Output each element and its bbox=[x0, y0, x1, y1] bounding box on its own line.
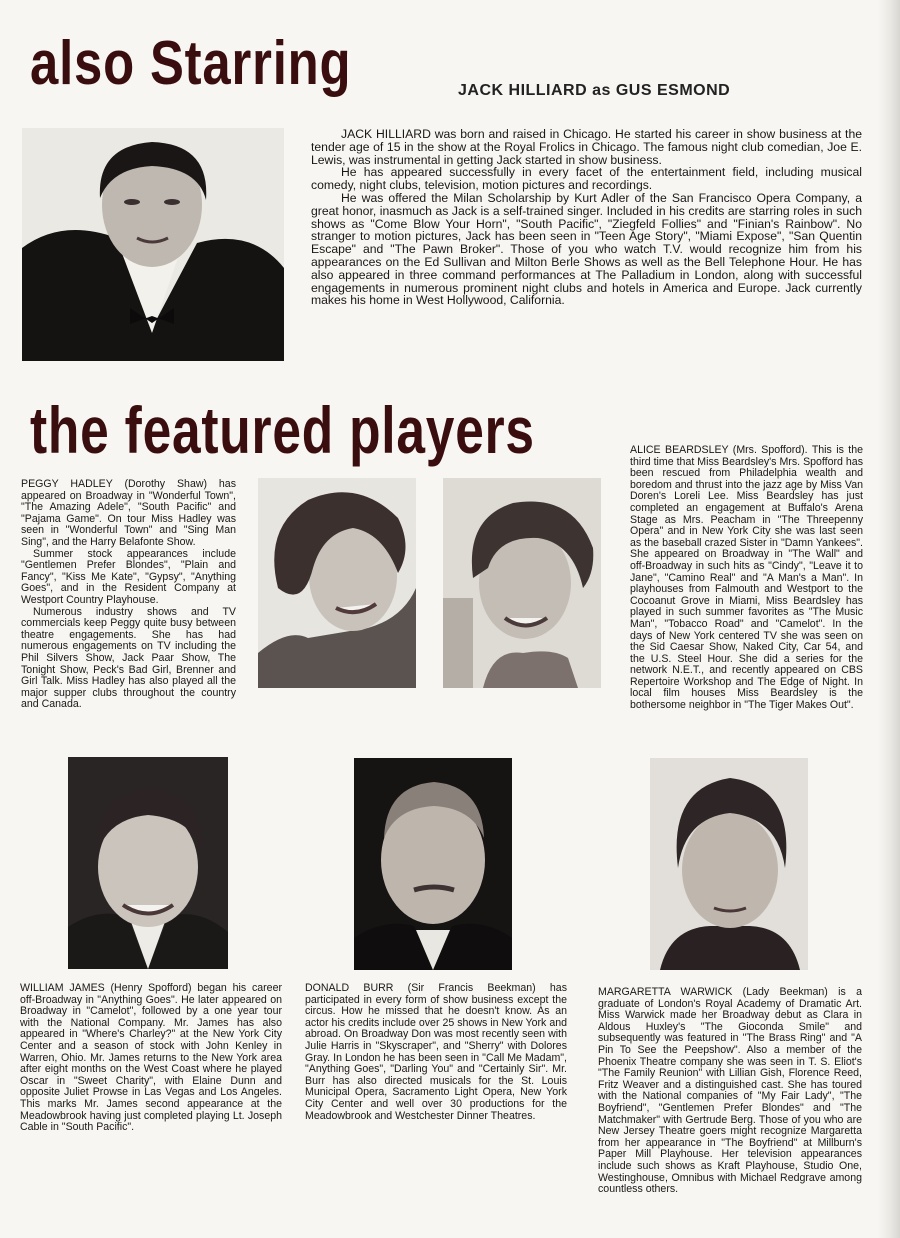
bio-paragraph: WILLIAM JAMES (Henry Spofford) began his career off-Broadway in "Anything Goes". He later appeared on Broadway in "Camelot", followed by a one year tour with the National Company. Mr. James has also appeared in "Where's Charley?" at the New York City Center and a season of stock with John Kenley in Warren, Ohio. Mr. James returns to the New York area after eight months on the West Coast where he played Oscar in "Sweet Charity", with Elaine Dunn and opposite Juliet Prowse in Las Vegas and Los Angeles. This marks Mr. James second appearance at the Meadowbrook having just completed playing Lt. Joseph Cable in "South Pacific". bbox=[20, 982, 282, 1134]
portrait-jack-hilliard bbox=[22, 128, 284, 361]
bio-jack-hilliard bbox=[311, 128, 862, 307]
bio-paragraph: JACK HILLIARD was born and raised in Chicago. He started his career in show business at the tender age of 15 in the show at the Royal Frolics in Chicago. The famous night club comedian, Joe E. Lewis, was instrumental in getting Jack started in show business. bbox=[311, 127, 862, 167]
bio-paragraph: MARGARETTA WARWICK (Lady Beekman) is a graduate of London's Royal Academy of Dramatic Art. Miss Warwick made her Broadway debut as Clara in Aldous Huxley's "The Gioconda Smile" and subsequently was featured in "The Brass Ring" and "A Pin To See the Peepshow". Also a member of the Phoenix Theatre company she was seen in T. S. Eliot's "The Family Reunion" with Lillian Gish, Florence Reed, Fritz Weaver and a distinguished cast. She has toured with the National companies of "My Fair Lady", "The Boyfriend", "Gentlemen Prefer Blondes" and "The Matchmaker" with Gertrude Berg. Those of you who are New Jersey Theatre goers might recognize Margaretta from her appearance in "The Boyfriend" at Millburn's Paper Mill Playhouse. Her television appearances include such shows as Kraft Playhouse, Studio One, Westinghouse, Omnibus with Michael Redgrave among countless others. bbox=[598, 986, 862, 1196]
portrait-donald-burr bbox=[354, 758, 512, 970]
heading-also-starring: also Starring bbox=[30, 29, 352, 98]
bio-donald-burr bbox=[305, 983, 567, 1122]
role-title: JACK HILLIARD as GUS ESMOND bbox=[458, 82, 731, 99]
portrait-peggy-hadley bbox=[258, 478, 416, 688]
bio-alice-beardsley bbox=[630, 445, 863, 712]
bio-paragraph: Numerous industry shows and TV commercials keep Peggy quite busy between theatre engagements. She has had numerous engagements on TV including the Phil Silvers Show, Jack Paar Show, The Tonight Show, Peck's Bad Girl, Brenner and Girl Talk. Miss Hadley has also played all the major supper clubs throughout the country and Canada. bbox=[21, 605, 236, 711]
heading-featured-players: the featured players bbox=[30, 393, 535, 467]
bio-paragraph: ALICE BEARDSLEY (Mrs. Spofford). This is the third time that Miss Beardsley's Mrs. Spofford has been rescued from Philadelphia wealth and boredom and thrust into the jazz age by Miss Van Doren's Loreli Lee. Miss Beardsley has just completed an engagement at Buffalo's Arena Stage as Mrs. Peacham in "The Threepenny Opera" and in New York City she was last seen as the baseball crazed Sister in "Damn Yankees". She appeared on Broadway in "The Wall" and off-Broadway in such hits as "Cindy", "Leave it to Jane", "Camino Real" and "A Man's a Man". In playhouses from Falmouth and Westport to the Cocoanut Grove in Miami, Miss Beardsley has played in such summer favorites as "The Music Man", "Tobacco Road" and "Camelot". In the days of New York centered TV she was seen on the Sid Caesar Show, Naked City, Car 54, and the U.S. Steel Hour. She did a series for the network N.E.T., and recently appeared on CBS Repertoire Workshop and The Edge of Night. In local film houses Miss Beardsley is the bothersome neighbor in "The Tiger Makes Out". bbox=[630, 444, 863, 712]
portrait-alice-beardsley bbox=[443, 478, 601, 688]
bio-margaretta-warwick bbox=[598, 987, 862, 1196]
bio-paragraph: Summer stock appearances include "Gentlemen Prefer Blondes", "Plain and Fancy", "Kiss Me Kate", "Gypsy", "Anything Goes", and in the Resident Company at Westport Country Playhouse. bbox=[21, 547, 236, 606]
portrait-margaretta-warwick bbox=[650, 758, 808, 970]
page-edge-shadow bbox=[878, 0, 900, 1238]
portrait-william-james bbox=[68, 757, 228, 969]
bio-paragraph: PEGGY HADLEY (Dorothy Shaw) has appeared on Broadway in "Wonderful Town", "The Amazing Adele", "South Pacific" and "Pajama Game". On tour Miss Hadley was seen in "Wonderful Town" and "Sing Man Sing", and the Harry Belafonte Show. bbox=[21, 478, 236, 548]
bio-paragraph: DONALD BURR (Sir Francis Beekman) has participated in every form of show business except the circus. How he missed that he doesn't know. As an actor his credits include over 25 shows in New York and abroad. On Broadway Don was most recently seen with Julie Harris in "Skyscraper", and "Sherry" with Dolores Gray. In London he has been seen in "Call Me Madam", "Anything Goes", "Darling You" and "Certainly Sir". Mr. Burr has also directed musicals for the St. Louis Municipal Opera, Sacramento Light Opera, New York City Center and well over 30 productions for the Meadowbrook and Westchester Dinner Theatres. bbox=[305, 982, 567, 1122]
bio-peggy-hadley bbox=[21, 479, 236, 711]
bio-william-james bbox=[20, 983, 282, 1134]
bio-paragraph: He has appeared successfully in every facet of the entertainment field, including musical comedy, night clubs, television, motion pictures and recordings. bbox=[311, 165, 862, 193]
bio-paragraph: He was offered the Milan Scholarship by Kurt Adler of the San Francisco Opera Company, a great honor, inasmuch as Jack is a self-trained singer. Included in his credits are starring roles in such shows as "Come Blow Your Horn", "South Pacific", "Ziegfeld Follies" and "Finian's Rainbow". No stranger to motion pictures, Jack has been seen in "Teen Age Story", "Miami Expose", "San Quentin Escape" and "The Pawn Broker". Those of you who watch T.V. would recognize him from his appearances on the Ed Sullivan and Milton Berle Shows as well as the Bell Telephone Hour. He has also appeared in three command performances at The Palladium in London, along with successful engagements in numerous prominent night clubs and hotels in America and Europe. Jack currently makes his home in West Hollywood, California. bbox=[311, 190, 862, 308]
